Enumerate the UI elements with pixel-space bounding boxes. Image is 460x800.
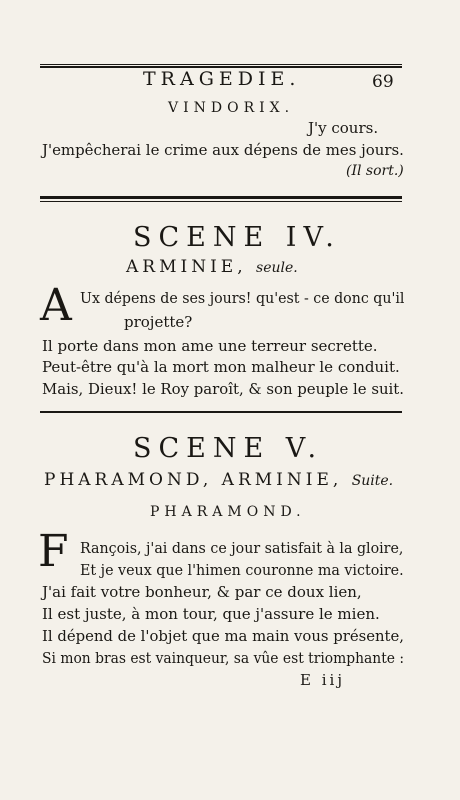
verse-line: Et je veux que l'himen couronne ma victoire. [80,561,404,579]
cast-note: Suite. [351,473,394,489]
scene-divider [40,411,402,413]
verse-line: J'y cours. [308,119,379,137]
verse-line: J'ai fait votre bonheur, & par ce doux lien, [42,583,362,601]
speaker-vindorix: VINDORIX. [168,100,295,116]
verse-line: Il est juste, à mon tour, que j'assure le mien. [42,605,380,623]
header-rule-top [40,64,402,65]
signature-mark: E iij [300,671,345,689]
scene-v-cast [44,470,393,490]
cast-name: ARMINIE, [126,257,247,277]
verse-line: projette? [124,313,193,331]
verse-line: Il dépend de l'objet que ma main vous présente, [42,627,405,645]
verse-line: Mais, Dieux! le Roy paroît, & son peuple le suit. [42,380,405,398]
verse-line: Si mon bras est vainqueur, sa vûe est triomphante : [42,649,405,667]
cast-names: PHARAMOND, ARMINIE, [44,470,343,490]
page-number: 69 [372,72,394,92]
scene-iv-cast [126,257,298,277]
scene-divider-thin [40,201,402,202]
speaker-pharamond: PHARAMOND. [150,504,306,520]
verse-line: Ux dépens de ses jours! qu'est - ce donc qu'il [80,289,405,307]
drop-cap-a: A [40,280,72,331]
cast-note: seule. [256,260,298,276]
verse-line: Il porte dans mon ame une terreur secrette. [42,337,378,355]
verse-line: Peut-être qu'à la mort mon malheur le conduit. [42,358,400,376]
drop-cap-f: F [38,526,69,577]
verse-line: Rançois, j'ai dans ce jour satisfait à la gloire, [80,539,404,557]
running-title: TRAGEDIE. [143,68,301,90]
scene-v-title: SCENE V. [133,433,324,464]
verse-line: J'empêcherai le crime aux dépens de mes jours. [42,141,404,159]
scene-divider-thick [40,196,402,199]
stage-direction: (Il sort.) [346,163,404,179]
scene-iv-title: SCENE IV. [133,222,341,253]
